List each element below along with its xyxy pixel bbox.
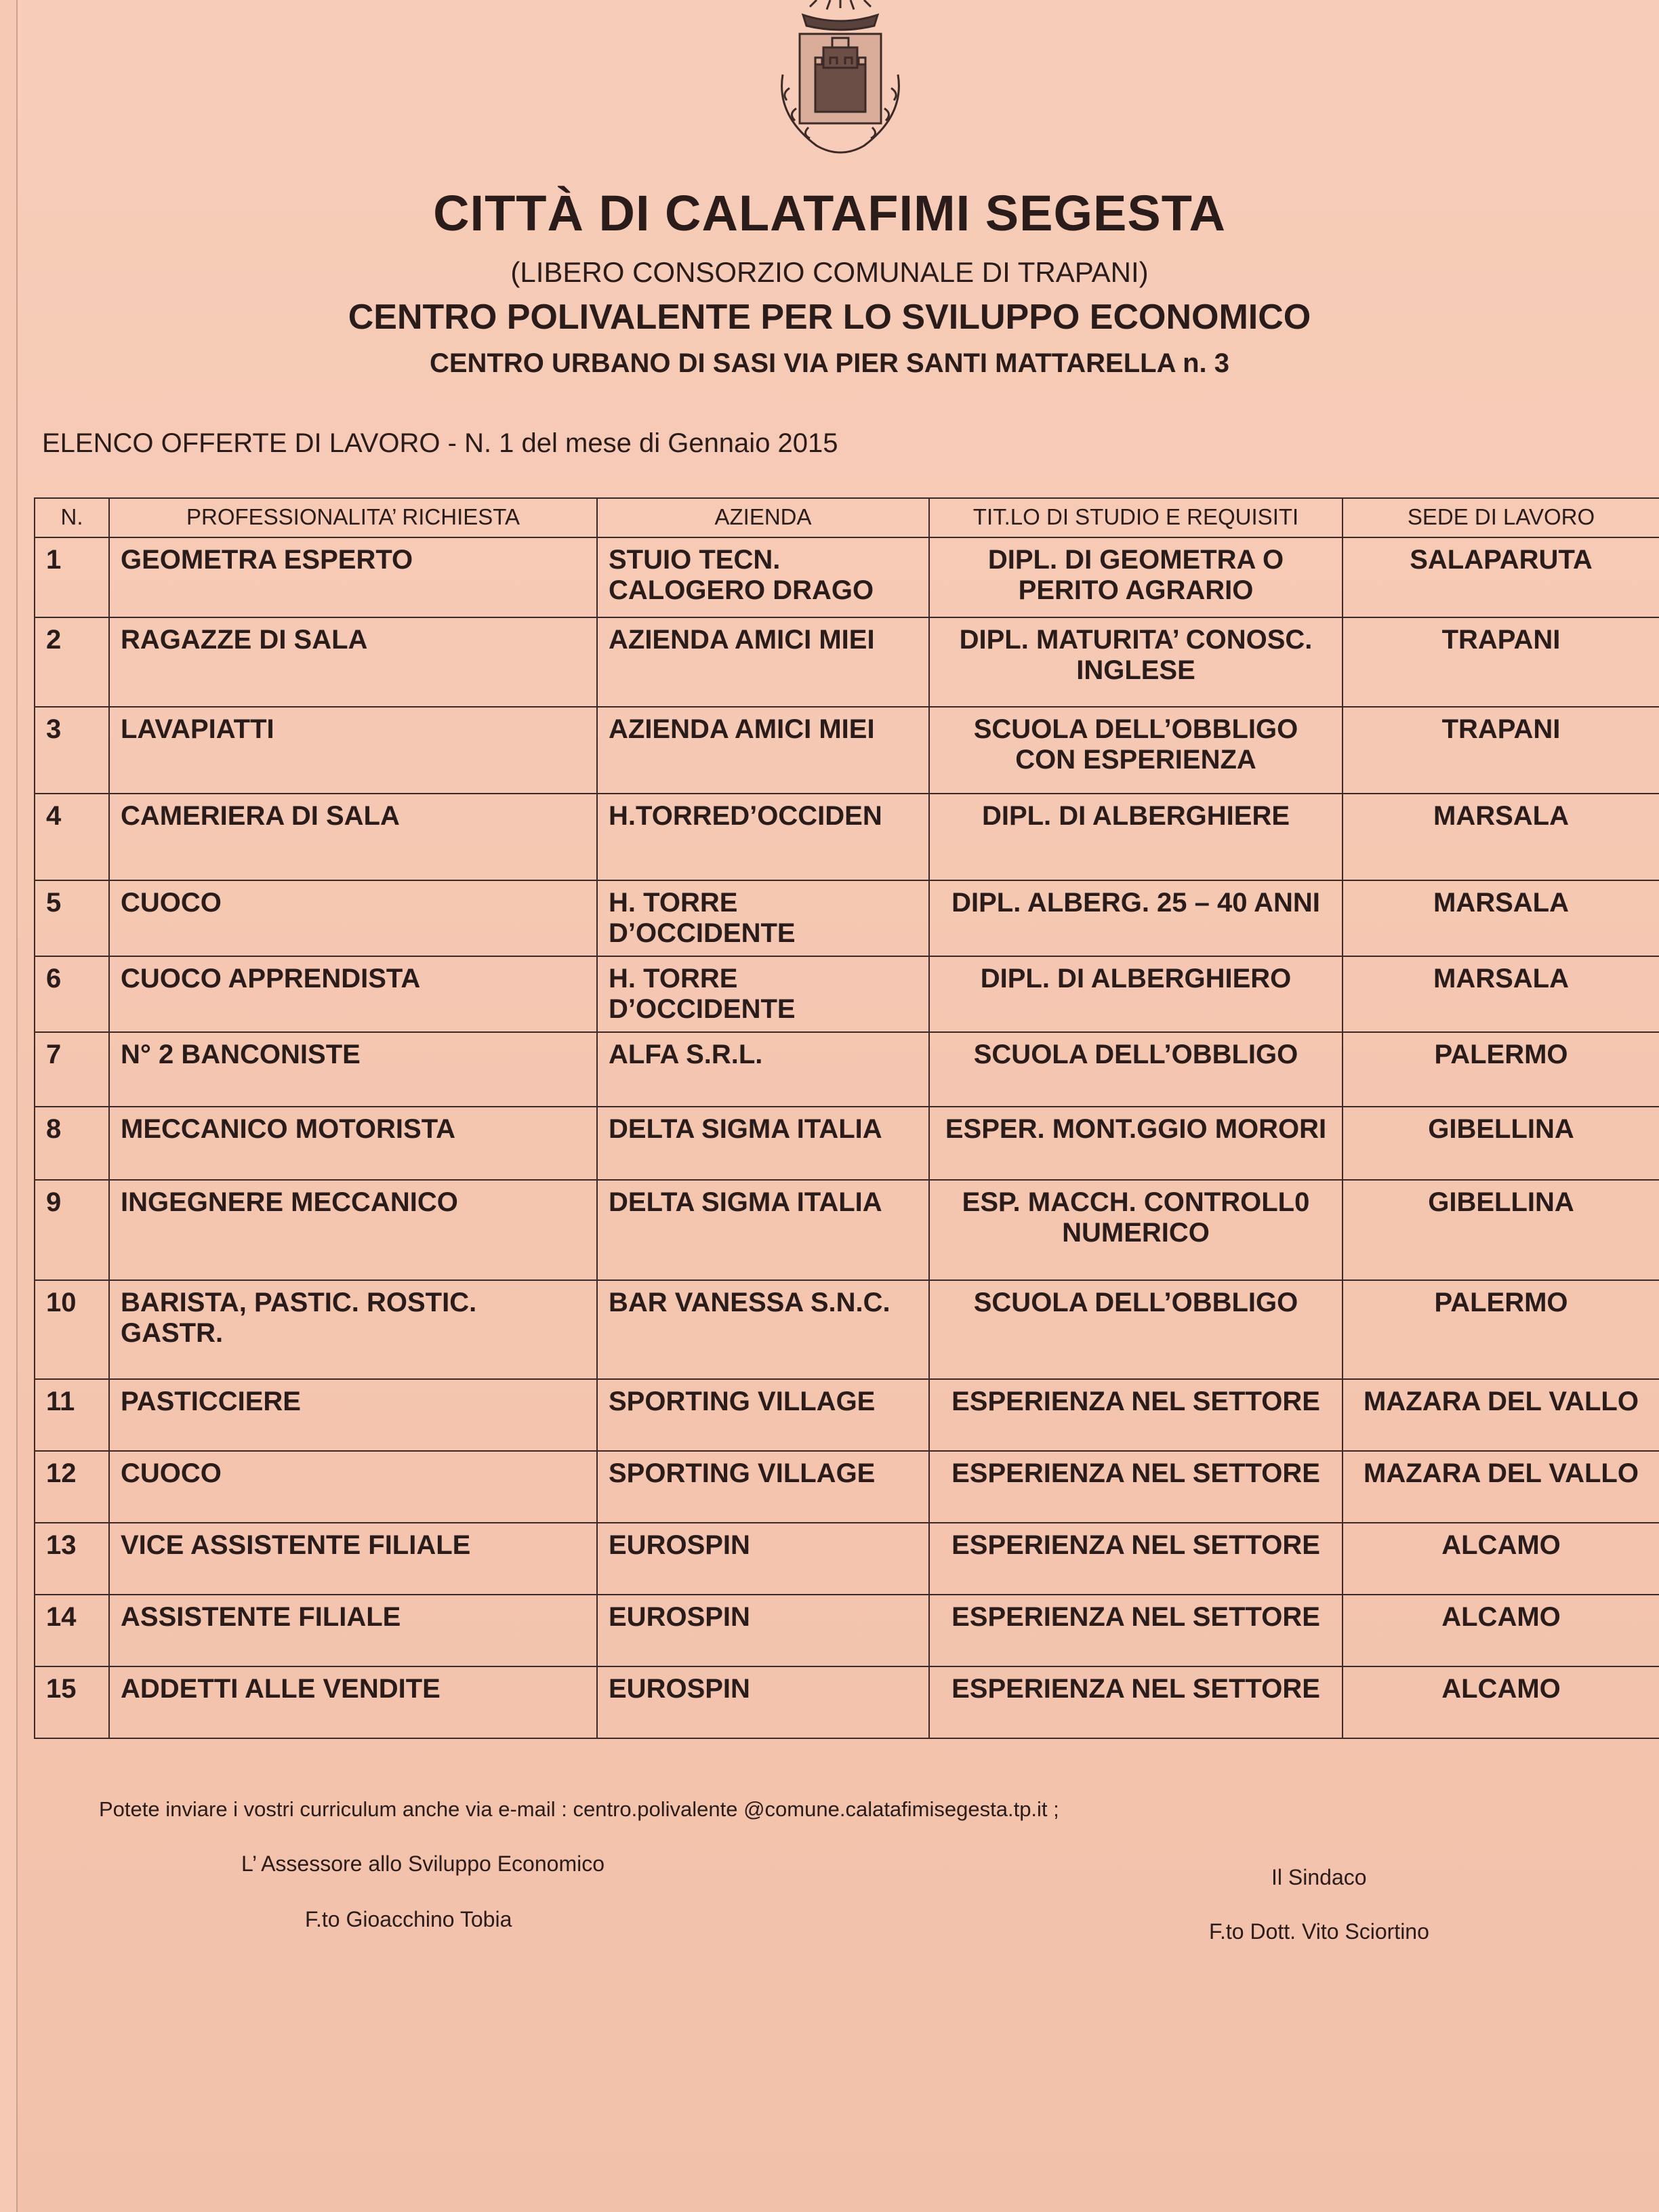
mayor-signature: F.to Dott. Vito Sciortino xyxy=(1209,1919,1429,1944)
cell-role: CAMERIERA DI SALA xyxy=(109,794,597,880)
col-header-location: SEDE DI LAVORO xyxy=(1343,498,1659,537)
cell-location: PALERMO xyxy=(1343,1280,1659,1379)
cell-company: STUIO TECN. CALOGERO DRAGO xyxy=(597,537,929,617)
cell-location: SALAPARUTA xyxy=(1343,537,1659,617)
table-row xyxy=(35,1523,1659,1595)
cell-role: GEOMETRA ESPERTO xyxy=(109,537,597,617)
cell-location: MARSALA xyxy=(1343,794,1659,880)
city-title: CITTÀ DI CALATAFIMI SEGESTA xyxy=(433,185,1226,241)
cell-number: 11 xyxy=(35,1379,109,1451)
cell-requirements: DIPL. ALBERG. 25 – 40 ANNI xyxy=(929,880,1343,956)
center-address: CENTRO URBANO DI SASI VIA PIER SANTI MATTARELLA n. 3 xyxy=(429,348,1230,378)
col-header-requirements: TIT.LO DI STUDIO E REQUISITI xyxy=(929,498,1343,537)
table-row xyxy=(35,1032,1659,1107)
col-header-company: AZIENDA xyxy=(597,498,929,537)
cell-number: 5 xyxy=(35,880,109,956)
cell-requirements: ESPER. MONT.GGIO MORORI xyxy=(929,1107,1343,1180)
cell-role: CUOCO xyxy=(109,880,597,956)
cell-number: 12 xyxy=(35,1451,109,1523)
cell-requirements: DIPL. DI ALBERGHIERO xyxy=(929,956,1343,1032)
cell-company: SPORTING VILLAGE xyxy=(597,1451,929,1523)
table-row xyxy=(35,794,1659,880)
cell-role: LAVAPIATTI xyxy=(109,707,597,794)
cell-location: ALCAMO xyxy=(1343,1523,1659,1595)
cell-location: GIBELLINA xyxy=(1343,1180,1659,1280)
cell-company: DELTA SIGMA ITALIA xyxy=(597,1180,929,1280)
assessor-title: L’ Assessore allo Sviluppo Economico xyxy=(241,1851,605,1876)
cell-location: PALERMO xyxy=(1343,1032,1659,1107)
cell-requirements: DIPL. DI ALBERGHIERE xyxy=(929,794,1343,880)
cell-location: MARSALA xyxy=(1343,880,1659,956)
cell-company: DELTA SIGMA ITALIA xyxy=(597,1107,929,1180)
cell-location: MAZARA DEL VALLO xyxy=(1343,1379,1659,1451)
job-list-title: ELENCO OFFERTE DI LAVORO - N. 1 del mese di Gennaio 2015 xyxy=(42,428,838,458)
cell-requirements: SCUOLA DELL’OBBLIGO xyxy=(929,1032,1343,1107)
cell-role: VICE ASSISTENTE FILIALE xyxy=(109,1523,597,1595)
cell-role: ASSISTENTE FILIALE xyxy=(109,1595,597,1666)
table-row xyxy=(35,707,1659,794)
table-row xyxy=(35,617,1659,707)
table-row xyxy=(35,956,1659,1032)
cell-company: H. TORRE D’OCCIDENTE xyxy=(597,956,929,1032)
cell-number: 13 xyxy=(35,1523,109,1595)
table-row xyxy=(35,1180,1659,1280)
cell-requirements: ESPERIENZA NEL SETTORE xyxy=(929,1451,1343,1523)
cell-number: 14 xyxy=(35,1595,109,1666)
cell-number: 4 xyxy=(35,794,109,880)
table-row xyxy=(35,880,1659,956)
table-row xyxy=(35,1666,1659,1738)
job-offers-table xyxy=(34,497,1659,1739)
cell-role: MECCANICO MOTORISTA xyxy=(109,1107,597,1180)
cell-number: 6 xyxy=(35,956,109,1032)
cell-requirements: ESPERIENZA NEL SETTORE xyxy=(929,1666,1343,1738)
cell-company: SPORTING VILLAGE xyxy=(597,1379,929,1451)
center-title: CENTRO POLIVALENTE PER LO SVILUPPO ECONOMICO xyxy=(348,298,1311,337)
cell-company: EUROSPIN xyxy=(597,1666,929,1738)
table-header-row xyxy=(35,498,1659,537)
cell-number: 15 xyxy=(35,1666,109,1738)
consortium-subtitle: (LIBERO CONSORZIO COMUNALE DI TRAPANI) xyxy=(510,256,1149,288)
cell-company: EUROSPIN xyxy=(597,1595,929,1666)
cell-requirements: DIPL. DI GEOMETRA O PERITO AGRARIO xyxy=(929,537,1343,617)
cell-number: 7 xyxy=(35,1032,109,1107)
cell-number: 9 xyxy=(35,1180,109,1280)
cell-role: ADDETTI ALLE VENDITE xyxy=(109,1666,597,1738)
cell-company: H. TORRE D’OCCIDENTE xyxy=(597,880,929,956)
cell-location: MAZARA DEL VALLO xyxy=(1343,1451,1659,1523)
table-row xyxy=(35,1379,1659,1451)
cell-role: CUOCO APPRENDISTA xyxy=(109,956,597,1032)
cell-requirements: DIPL. MATURITA’ CONOSC. INGLESE xyxy=(929,617,1343,707)
cell-requirements: ESP. MACCH. CONTROLL0 NUMERICO xyxy=(929,1180,1343,1280)
cell-company: AZIENDA AMICI MIEI xyxy=(597,617,929,707)
cell-requirements: SCUOLA DELL’OBBLIGO CON ESPERIENZA xyxy=(929,707,1343,794)
col-header-role: PROFESSIONALITA’ RICHIESTA xyxy=(109,498,597,537)
cell-number: 8 xyxy=(35,1107,109,1180)
cell-number: 1 xyxy=(35,537,109,617)
cell-requirements: SCUOLA DELL’OBBLIGO xyxy=(929,1280,1343,1379)
cell-number: 3 xyxy=(35,707,109,794)
email-note: Potete inviare i vostri curriculum anche via e-mail : centro.polivalente @comune.calatafimisegesta.tp.it ; xyxy=(99,1797,1059,1821)
cell-company: H.TORRED’OCCIDEN xyxy=(597,794,929,880)
cell-number: 10 xyxy=(35,1280,109,1379)
cell-requirements: ESPERIENZA NEL SETTORE xyxy=(929,1523,1343,1595)
table-row xyxy=(35,1107,1659,1180)
table-row xyxy=(35,537,1659,617)
assessor-signature: F.to Gioacchino Tobia xyxy=(305,1907,512,1931)
cell-location: TRAPANI xyxy=(1343,617,1659,707)
cell-location: ALCAMO xyxy=(1343,1666,1659,1738)
cell-location: ALCAMO xyxy=(1343,1595,1659,1666)
cell-location: TRAPANI xyxy=(1343,707,1659,794)
cell-location: GIBELLINA xyxy=(1343,1107,1659,1180)
mayor-title: Il Sindaco xyxy=(1271,1865,1367,1889)
cell-role: RAGAZZE DI SALA xyxy=(109,617,597,707)
cell-requirements: ESPERIENZA NEL SETTORE xyxy=(929,1379,1343,1451)
cell-company: ALFA S.R.L. xyxy=(597,1032,929,1107)
table-row xyxy=(35,1451,1659,1523)
cell-company: EUROSPIN xyxy=(597,1523,929,1595)
cell-role: PASTICCIERE xyxy=(109,1379,597,1451)
cell-role: CUOCO xyxy=(109,1451,597,1523)
cell-company: AZIENDA AMICI MIEI xyxy=(597,707,929,794)
coat-of-arms-icon xyxy=(762,0,918,166)
table-row xyxy=(35,1595,1659,1666)
cell-role: INGEGNERE MECCANICO xyxy=(109,1180,597,1280)
cell-role: N° 2 BANCONISTE xyxy=(109,1032,597,1107)
col-header-number: N. xyxy=(35,498,109,537)
table-row xyxy=(35,1280,1659,1379)
cell-location: MARSALA xyxy=(1343,956,1659,1032)
cell-number: 2 xyxy=(35,617,109,707)
cell-company: BAR VANESSA S.N.C. xyxy=(597,1280,929,1379)
cell-requirements: ESPERIENZA NEL SETTORE xyxy=(929,1595,1343,1666)
cell-role: BARISTA, PASTIC. ROSTIC. GASTR. xyxy=(109,1280,597,1379)
